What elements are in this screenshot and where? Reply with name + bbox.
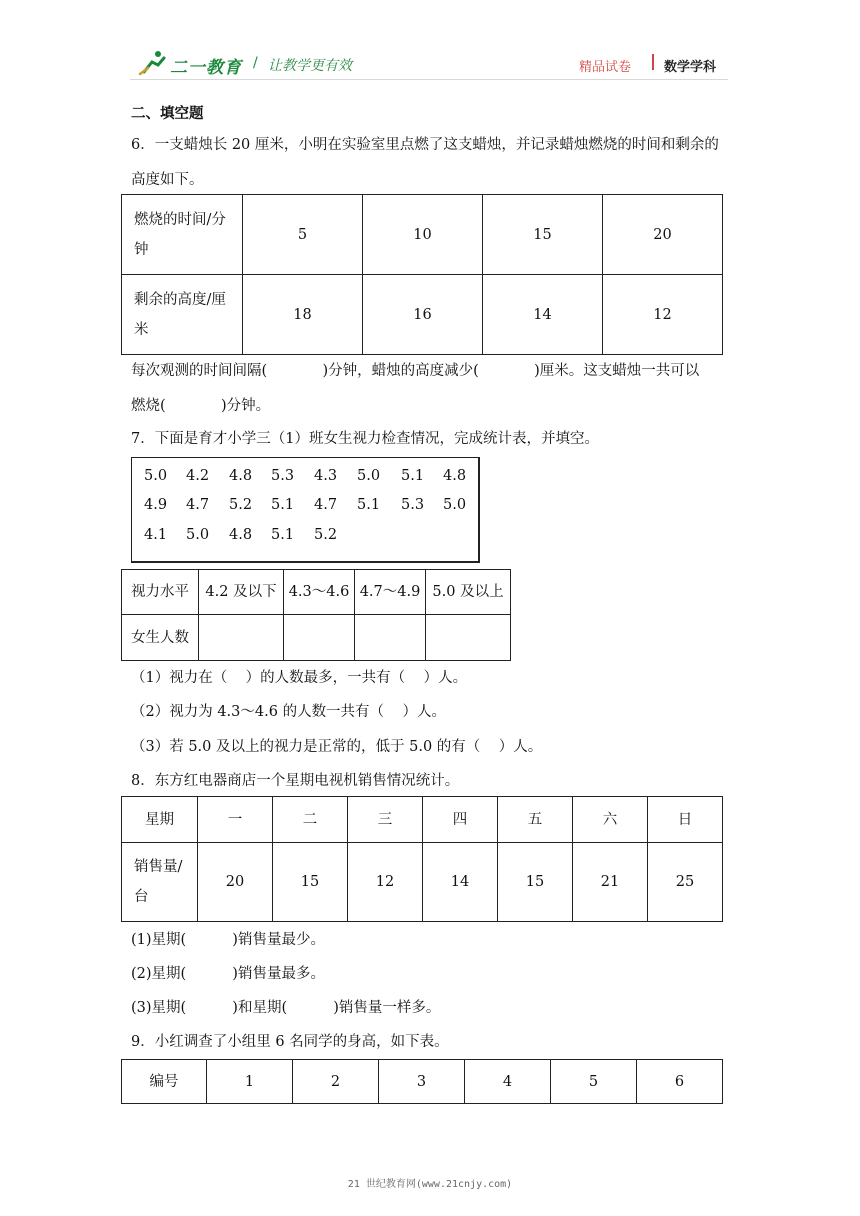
table-row-label: 女生人数 [122, 615, 199, 661]
q7-table [121, 569, 511, 661]
header-rule [130, 79, 728, 80]
table-cell: 18 [243, 275, 363, 355]
q7-header-row [122, 570, 511, 615]
q7-data-box [131, 457, 480, 563]
section-title: 二、填空题 [131, 106, 204, 122]
q8-table [121, 796, 723, 922]
table-cell: 14 [423, 843, 498, 922]
data-value: 4.7 [186, 497, 210, 513]
q7-title: 7．下面是育才小学三（1）班女生视力检查情况，完成统计表，并填空。 [131, 431, 599, 447]
q8-row-day-label: 星期 [122, 797, 198, 843]
q9-title: 9．小红调查了小组里 6 名同学的身高，如下表。 [131, 1034, 449, 1050]
table-cell: 15 [483, 195, 603, 275]
answer-cell[interactable] [284, 615, 355, 661]
q9-table [121, 1059, 723, 1104]
q8-sales-row [122, 843, 723, 922]
q8-sub2: (2)星期( )销售量最多。 [131, 966, 325, 982]
table-cell: 21 [573, 843, 648, 922]
q6-text-line2: 高度如下。 [131, 172, 204, 188]
q6-row-time-label-a: 燃烧的时间/分 [134, 211, 226, 228]
header-label-subject: 数学学科 [664, 60, 717, 75]
q6-row-height-label-b: 米 [134, 321, 149, 338]
q6-row-time-label-b: 钟 [134, 241, 149, 258]
q7-count-row [122, 615, 511, 661]
header-divider [652, 54, 654, 70]
q7-sub2: （2）视力为 4.3～4.6 的人数一共有（ ）人。 [131, 704, 446, 720]
table-cell: 14 [483, 275, 603, 355]
q6-fill-line2: 燃烧( )分钟。 [131, 398, 271, 414]
slogan: 让教学更有效 [268, 58, 352, 74]
q8-title: 8．东方红电器商店一个星期电视机销售情况统计。 [131, 773, 460, 789]
table-header-cell: 4 [465, 1060, 551, 1104]
q6-text-line1: 6．一支蜡烛长 20 厘米，小明在实验室里点燃了这支蜡烛，并记录蜡烛燃烧的时间和剩余的 [131, 137, 719, 153]
data-value: 5.0 [186, 527, 210, 543]
q8-row-sales-label [122, 843, 198, 922]
data-value: 5.1 [401, 468, 425, 484]
table-header-cell: 5.0 及以上 [426, 570, 511, 615]
q6-row-height-label-a: 剩余的高度/厘 [134, 291, 226, 308]
table-cell: 25 [648, 843, 723, 922]
q6-row-time-label [122, 195, 243, 275]
data-value: 4.1 [144, 527, 168, 543]
answer-cell[interactable] [355, 615, 426, 661]
table-cell: 20 [198, 843, 273, 922]
table-cell: 10 [363, 195, 483, 275]
data-value: 4.2 [186, 468, 210, 484]
table-header-cell: 日 [648, 797, 723, 843]
data-value: 5.0 [443, 497, 467, 513]
data-value: 5.1 [357, 497, 381, 513]
table-header-cell: 五 [498, 797, 573, 843]
data-value: 5.1 [271, 497, 295, 513]
q6-row-time [122, 195, 723, 275]
table-header-cell: 三 [348, 797, 423, 843]
data-value: 5.2 [229, 497, 253, 513]
data-value: 4.8 [443, 468, 467, 484]
data-value: 5.1 [271, 527, 295, 543]
q8-sub3: (3)星期( )和星期( )销售量一样多。 [131, 1000, 441, 1016]
logo-text: 二一教育 [170, 58, 242, 78]
answer-cell[interactable] [199, 615, 284, 661]
q9-row-id-label: 编号 [122, 1060, 207, 1104]
table-header-cell: 4.7～4.9 [355, 570, 426, 615]
q6-fill-line1: 每次观测的时间间隔( )分钟，蜡烛的高度减少( )厘米。这支蜡烛一共可以 [131, 363, 700, 379]
table-cell: 20 [603, 195, 723, 275]
table-header-cell: 一 [198, 797, 273, 843]
running-man-logo-icon [138, 48, 168, 78]
answer-cell[interactable] [426, 615, 511, 661]
q7-sub1: （1）视力在（ ）的人数最多，一共有（ ）人。 [131, 670, 468, 686]
table-cell: 15 [498, 843, 573, 922]
q6-table [121, 194, 723, 355]
data-value: 4.3 [314, 468, 338, 484]
table-header-cell: 6 [637, 1060, 723, 1104]
q8-row-sales-label-b: 台 [134, 889, 149, 905]
data-value: 5.0 [357, 468, 381, 484]
data-value: 4.7 [314, 497, 338, 513]
q6-row-height-label [122, 275, 243, 355]
data-value: 5.3 [271, 468, 295, 484]
table-header-cell: 二 [273, 797, 348, 843]
table-cell: 16 [363, 275, 483, 355]
table-header-cell: 六 [573, 797, 648, 843]
table-header-cell: 4.3～4.6 [284, 570, 355, 615]
header-label-premium: 精品试卷 [579, 60, 632, 75]
q7-sub3: （3）若 5.0 及以上的视力是正常的，低于 5.0 的有（ ）人。 [131, 739, 543, 755]
table-cell: 12 [348, 843, 423, 922]
data-value: 4.9 [144, 497, 168, 513]
table-header-cell: 视力水平 [122, 570, 199, 615]
data-value: 4.8 [229, 468, 253, 484]
q9-id-row [122, 1060, 723, 1104]
data-value: 5.3 [401, 497, 425, 513]
table-header-cell: 1 [207, 1060, 293, 1104]
slogan-separator: / [253, 55, 258, 71]
table-header-cell: 四 [423, 797, 498, 843]
table-cell: 5 [243, 195, 363, 275]
q8-row-sales-label-a: 销售量/ [134, 859, 183, 875]
q6-row-height [122, 275, 723, 355]
data-value: 4.8 [229, 527, 253, 543]
table-header-cell: 5 [551, 1060, 637, 1104]
table-header-cell: 3 [379, 1060, 465, 1104]
q8-day-row [122, 797, 723, 843]
page-header [0, 0, 860, 90]
data-value: 5.0 [144, 468, 168, 484]
table-header-cell: 2 [293, 1060, 379, 1104]
q8-sub1: (1)星期( )销售量最少。 [131, 932, 325, 948]
page-footer: 21 世纪教育网(www.21cnjy.com) [347, 1179, 513, 1190]
data-value: 5.2 [314, 527, 338, 543]
table-cell: 12 [603, 275, 723, 355]
table-header-cell: 4.2 及以下 [199, 570, 284, 615]
table-cell: 15 [273, 843, 348, 922]
